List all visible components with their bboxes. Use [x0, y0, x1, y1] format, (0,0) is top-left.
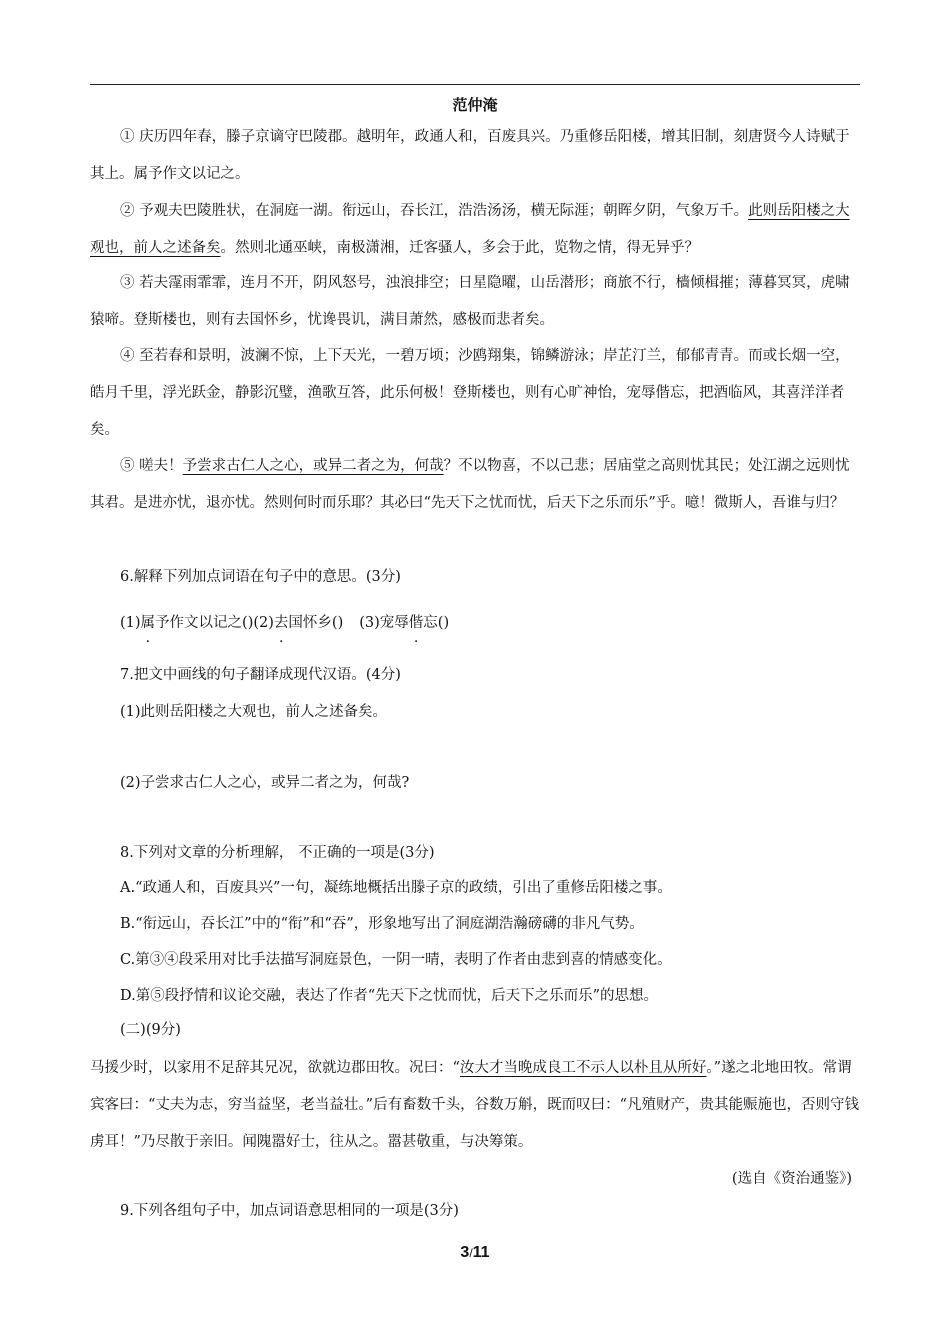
ma-yuan-text-end: 。”遂之北地田牧。常谓宾客曰：“丈夫为志，穷当益坚，老当益壮。”后有畜数千头，谷数万斛，既而叹曰：“凡殖财产，贵其能赈施也，否则守钱虏耳！”乃尽散于亲旧。闻隗嚣好士，往从之。嚣甚敬重，与决筹策。: [90, 1060, 859, 1150]
page-total: 11: [472, 1244, 490, 1261]
paragraph-3: ③ 若夫霪雨霏霏，连月不开，阴风怒号，浊浪排空；日星隐曜，山岳潜形；商旅不行，樯倾楫摧；薄暮冥冥，虎啸猿啼。登斯楼也，则有去国怀乡，忧谗畏讥，满目萧然，感极而悲者矣。: [90, 275, 850, 328]
paragraph-5: [90, 448, 860, 522]
page-number: [0, 1244, 950, 1262]
question-7-sentence-2: (2)子尝求古仁人之心，或异二者之为，何哉?: [120, 775, 410, 791]
question-9-stem: 9.下列各组句子中，加点词语意思相同的一项是(3分): [120, 1203, 459, 1219]
paragraph-2-text-end: 。然则北通巫峡，南极潇湘，迁客骚人，多会于此，览物之情，得无异乎？: [220, 240, 699, 256]
q6-item1-prefix: (1): [120, 615, 141, 631]
q6-item3-prefix: (3)宠辱: [359, 615, 409, 631]
section-2-heading: (二)(9分): [120, 1022, 181, 1038]
q6-item2-prefix: (2): [253, 615, 274, 631]
header-rule: [90, 84, 860, 85]
paragraph-2-text: ② 予观夫巴陵胜状，在洞庭一湖。衔远山，吞长江，浩浩汤汤，横无际涯；朝晖夕阴，气象万千。: [120, 203, 749, 219]
question-8-option-d: D.第⑤段抒情和议论交融，表达了作者“先天下之忧而忧，后天下之乐而乐”的思想。: [120, 988, 659, 1004]
source-citation: (选自《资治通鉴》): [731, 1171, 852, 1187]
page-current: 3: [460, 1244, 470, 1261]
q6-item2-rest: 国怀乡(): [288, 615, 344, 631]
underlined-sentence-1: 此则岳阳楼之大观也，前人之述备矣: [90, 203, 850, 256]
question-8-option-a: A.“政通人和，百废具兴”一句，凝练地概括出滕子京的政绩，引出了重修岳阳楼之事。: [120, 880, 672, 896]
dotted-word-1: 属: [140, 615, 156, 631]
question-8-stem: 8.下列对文章的分析理解， 不正确的一项是(3分): [120, 845, 435, 861]
q6-item3-rest: 忘(): [423, 615, 450, 631]
question-6-items: [120, 613, 449, 633]
paragraph-5-text-end: ？不以物喜，不以己悲；居庙堂之高则忧其民；处江湖之远则忧其君。是进亦忧，退亦忧。然则何时而乐耶？其必曰“先天下之忧而忧，后天下之乐而乐”乎。噫！微斯人，吾谁与归？: [90, 458, 850, 511]
page-separator: /: [469, 1246, 473, 1260]
ma-yuan-text: 马援少时，以家用不足辞其兄况，欲就边郡田牧。况曰：“: [90, 1060, 460, 1076]
question-8-option-b: B.“衔远山，吞长江”中的“衔”和“吞”，形象地写出了洞庭湖浩瀚磅礴的非凡气势。: [120, 916, 644, 932]
paragraph-ma-yuan: [90, 1050, 860, 1161]
underlined-sentence-2: 予尝求古仁人之心，或异二者之为，何哉: [182, 458, 444, 474]
underlined-sentence-3: 汝大才当晚成良工不示人以朴且从所好: [459, 1060, 707, 1076]
paragraph-1: ① 庆历四年春，滕子京谪守巴陵郡。越明年，政通人和，百废具兴。乃重修岳阳楼，增其旧制，刻唐贤今人诗赋于其上。属予作文以记之。: [90, 129, 850, 182]
paragraph-5-text: ⑤ 嗟夫！: [120, 458, 183, 474]
question-8-option-c: C.第③④段采用对比手法描写洞庭景色，一阴一晴，表明了作者由悲到喜的情感变化。: [120, 952, 672, 968]
q6-item1-rest: 予作文以记之(): [155, 615, 254, 631]
question-7-sentence-1: (1)此则岳阳楼之大观也，前人之述备矣。: [120, 704, 388, 720]
dotted-word-2: 去: [273, 615, 289, 631]
passage-title: 范仲淹: [452, 96, 498, 114]
question-7-stem: 7.把文中画线的句子翻译成现代汉语。(4分): [120, 667, 401, 683]
dotted-word-3: 偕: [408, 615, 424, 631]
question-6-stem: 6.解释下列加点词语在句子中的意思。(3分): [120, 569, 401, 585]
paragraph-4: ④ 至若春和景明，波澜不惊，上下天光，一碧万顷；沙鸥翔集，锦鳞游泳；岸芷汀兰，郁郁青青。而或长烟一空，皓月千里，浮光跃金，静影沉璧，渔歌互答，此乐何极！登斯楼也，则有心旷神怡，宠辱偕忘，把酒临风，其喜洋洋者矣。: [90, 348, 850, 438]
paragraph-2: [90, 193, 860, 267]
